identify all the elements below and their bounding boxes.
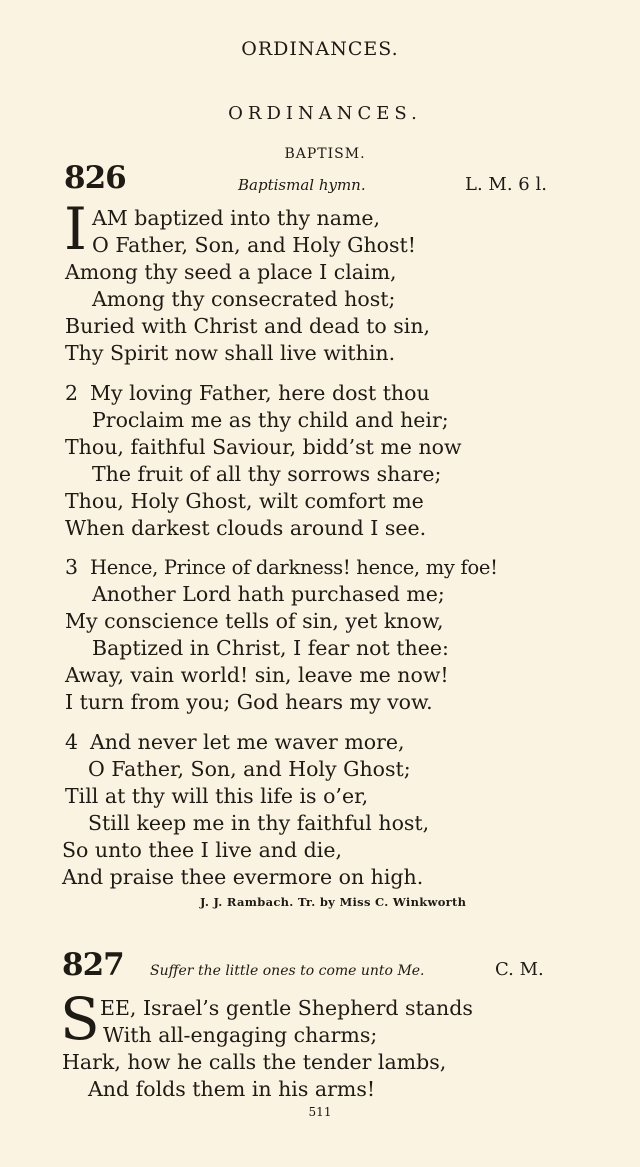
verse-line: Hence, Prince of darkness! hence, my foe! (90, 556, 498, 579)
running-head: ORDINANCES. (241, 38, 399, 60)
verse-line: I turn from you; God hears my vow. (65, 690, 433, 714)
verse-line: My conscience tells of sin, yet know, (65, 609, 444, 633)
hymn-title: Suffer the little ones to come unto Me. (150, 963, 425, 979)
hymn-meter: C. M. (495, 959, 544, 980)
hymn-number: 826 (64, 160, 126, 196)
subsection-title: BAPTISM. (284, 146, 366, 162)
verse-line: With all-engaging charms; (103, 1023, 378, 1047)
verse-line: Buried with Christ and dead to sin, (65, 314, 431, 338)
verse-line: Baptized in Christ, I fear not thee: (92, 636, 449, 660)
verse-line: And folds them in his arms! (88, 1077, 376, 1101)
verse-line: Till at thy will this life is o’er, (65, 784, 369, 808)
verse-line: And never let me waver more, (90, 730, 405, 754)
stanza-number: 2 (65, 381, 79, 405)
verse-line: So unto thee I live and die, (62, 838, 342, 862)
drop-cap: I (64, 195, 87, 263)
hymn-826-header (0, 160, 640, 200)
verse-line: And praise thee evermore on high. (62, 865, 424, 889)
verse-line: AM baptized into thy name, (92, 206, 381, 230)
drop-cap: S (60, 985, 100, 1053)
hymn-title: Baptismal hymn. (238, 176, 366, 194)
verse-line: The fruit of all thy sorrows share; (92, 462, 442, 486)
hymn-827-header (0, 947, 640, 987)
verse-line: O Father, Son, and Holy Ghost; (88, 757, 411, 781)
stanza-number: 4 (65, 730, 79, 754)
verse-line: Thou, faithful Saviour, bidd’st me now (65, 435, 462, 459)
verse-line: Proclaim me as thy child and heir; (92, 408, 449, 432)
hymn-credit: J. J. Rambach. Tr. by Miss C. Winkworth (200, 895, 467, 909)
verse-line: O Father, Son, and Holy Ghost! (92, 233, 417, 257)
verse-line: Thy Spirit now shall live within. (65, 341, 396, 365)
hymn-meter: L. M. 6 l. (465, 174, 547, 195)
verse-line: When darkest clouds around I see. (65, 516, 427, 540)
hymn-number: 827 (62, 947, 124, 983)
verse-line: Among thy seed a place I claim, (65, 260, 397, 284)
page-number: 511 (308, 1105, 332, 1119)
verse-line: My loving Father, here dost thou (90, 381, 430, 405)
verse-line: Hark, how he calls the tender lambs, (62, 1050, 447, 1074)
section-title: ORDINANCES. (228, 103, 422, 124)
stanza-number: 3 (65, 555, 79, 579)
verse-line: Another Lord hath purchased me; (92, 582, 445, 606)
verse-line: Away, vain world! sin, leave me now! (65, 663, 449, 687)
verse-line: Still keep me in thy faithful host, (88, 811, 430, 835)
verse-line: EE, Israel’s gentle Shepherd stands (100, 996, 473, 1020)
verse-line: Thou, Holy Ghost, wilt comfort me (65, 489, 424, 513)
verse-line: Among thy consecrated host; (92, 287, 396, 311)
